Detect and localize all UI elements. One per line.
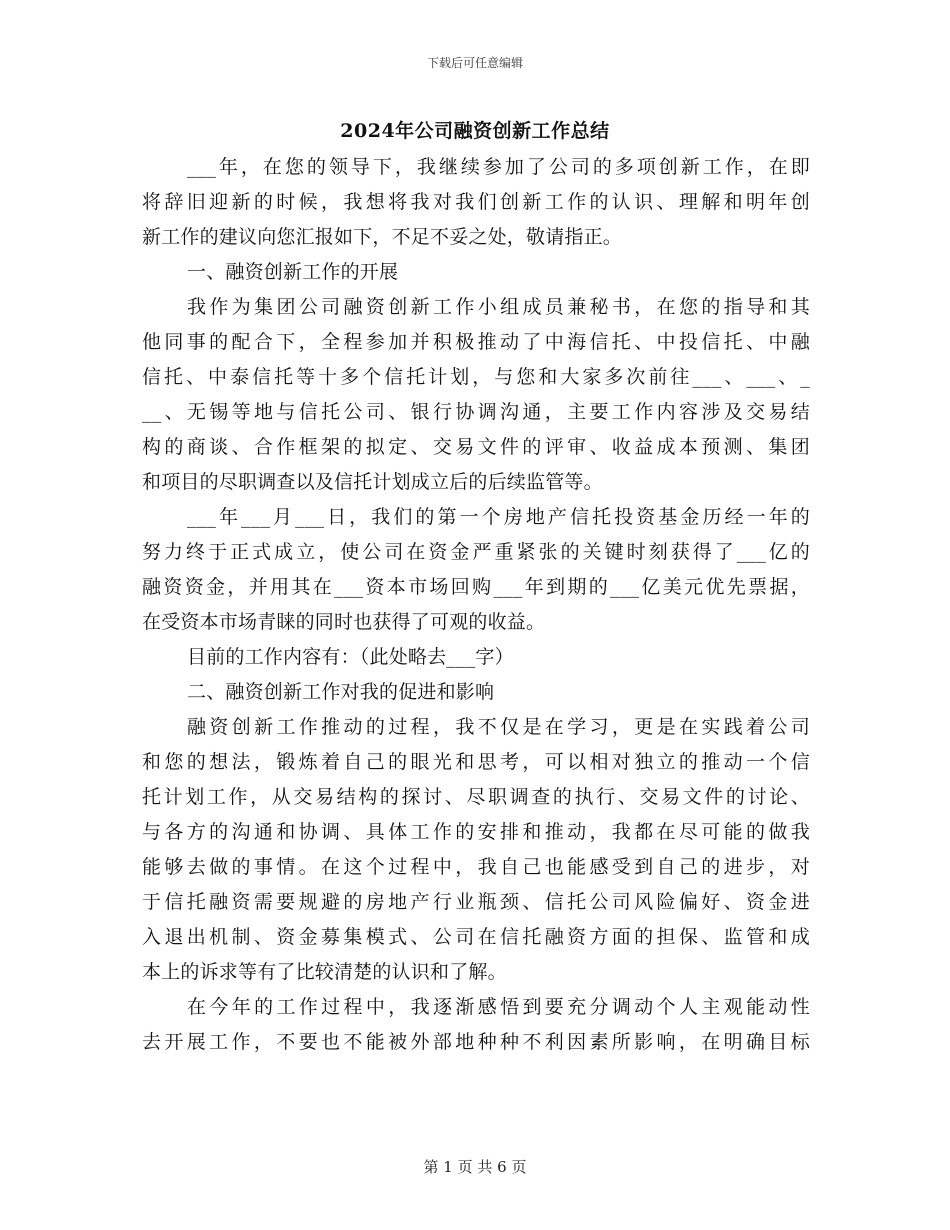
page-header-note: 下载后可任意编辑 <box>426 56 523 70</box>
body-line: 我作为集团公司融资创新工作小组成员兼秘书，在您的指导和其 <box>187 296 810 318</box>
body-line: 本上的诉求等有了比较清楚的认识和了解。 <box>142 961 507 983</box>
body-line: 融资创新工作推动的过程，我不仅是在学习，更是在实践着公司 <box>187 716 810 738</box>
body-line: 一、融资创新工作的开展 <box>187 261 399 283</box>
body-line: ___年，在您的领导下，我继续参加了公司的多项创新工作，在即 <box>187 156 810 178</box>
body-line: 融资资金，并用其在___资本市场回购___年到期的___亿美元优先票据， <box>142 576 810 598</box>
body-line: 他同事的配合下，全程参加并积极推动了中海信托、中投信托、中融 <box>142 331 810 353</box>
body-line: 信托、中泰信托等十多个信托计划，与您和大家多次前往___、___、_ <box>142 366 810 388</box>
body-line: 构的商谈、合作框架的拟定、交易文件的评审、收益成本预测、集团 <box>142 436 810 458</box>
body-line: 入退出机制、资金募集模式、公司在信托融资方面的担保、监管和成 <box>142 926 810 948</box>
body-line: 新工作的建议向您汇报如下，不足不妥之处，敬请指正。 <box>142 226 623 248</box>
body-line: 和您的想法，锻炼着自己的眼光和思考，可以相对独立的推动一个信 <box>142 751 810 773</box>
body-line: 于信托融资需要规避的房地产行业瓶颈、信托公司风险偏好、资金进 <box>142 891 810 913</box>
page-footer: 第 1 页 共 6 页 <box>423 1158 527 1176</box>
body-line: __、无锡等地与信托公司、银行协调沟通，主要工作内容涉及交易结 <box>142 401 810 423</box>
body-line: 与各方的沟通和协调、具体工作的安排和推动，我都在尽可能的做我 <box>142 821 810 843</box>
body-line: 在受资本市场青睐的同时也获得了可观的收益。 <box>142 611 546 633</box>
document-title: 2024年公司融资创新工作总结 <box>340 120 610 142</box>
body-line: 目前的工作内容有：（此处略去___字） <box>187 646 514 668</box>
body-line: 能够去做的事情。在这个过程中，我自己也能感受到自己的进步，对 <box>142 856 810 878</box>
body-line: 托计划工作，从交易结构的探讨、尽职调查的执行、交易文件的讨论、 <box>142 786 810 808</box>
body-line: 去开展工作，不要也不能被外部地种种不利因素所影响，在明确目标 <box>142 1031 810 1053</box>
document-body <box>142 150 810 1060</box>
body-line: 努力终于正式成立，使公司在资金严重紧张的关键时刻获得了___亿的 <box>142 541 810 563</box>
body-line: 二、融资创新工作对我的促进和影响 <box>187 681 495 703</box>
body-line: 在今年的工作过程中，我逐渐感悟到要充分调动个人主观能动性 <box>187 996 810 1018</box>
body-line: 和项目的尽职调查以及信托计划成立后的后续监管等。 <box>142 471 603 493</box>
body-line: ___年___月___日，我们的第一个房地产信托投资基金历经一年的 <box>187 506 810 528</box>
body-line: 将辞旧迎新的时候，我想将我对我们创新工作的认识、理解和明年创 <box>142 191 810 213</box>
